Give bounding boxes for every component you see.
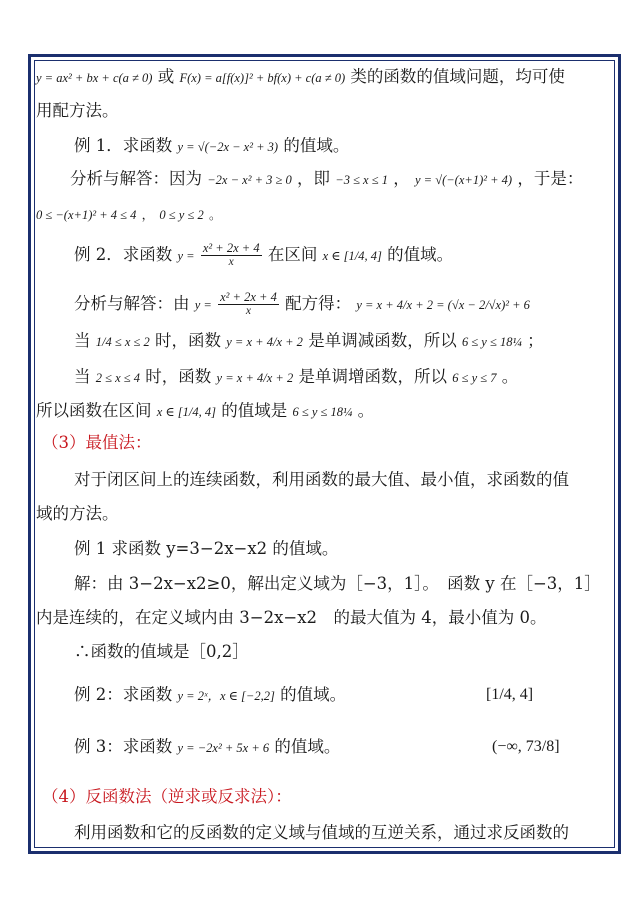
example2-case1 — [74, 330, 544, 353]
denominator: x — [245, 305, 252, 317]
example2-label: 例 2．求函数 — [74, 245, 173, 264]
conclusion-result: 6 ≤ y ≤ 18¼ — [292, 405, 353, 419]
condition-1: −2x − x² + 3 ≥ 0 — [207, 173, 292, 187]
denominator: x — [228, 256, 234, 268]
example2-question — [74, 240, 453, 271]
fraction — [201, 242, 262, 269]
formula-lhs: y = — [177, 249, 195, 263]
section3-desc-2: 域的方法。 — [36, 504, 119, 523]
example2-analysis — [74, 288, 530, 321]
case-function: y = x + 4/x + 2 — [216, 371, 294, 385]
completed-square: y = x + 4/x + 2 = (√x − 2/√x)² + 6 — [356, 298, 530, 312]
numerator: x² + 2x + 4 — [220, 290, 277, 304]
intro-line-2: 用配方法。 — [36, 101, 119, 120]
section3-solution-3: ∴函数的值域是［0,2］ — [74, 642, 249, 661]
formula-quadratic: y = ax² + bx + c(a ≠ 0) — [36, 71, 153, 85]
case-result: 6 ≤ y ≤ 18¼ — [461, 335, 522, 349]
example2-case2 — [74, 366, 518, 389]
text-then: ，于是： — [517, 169, 584, 188]
case-end: ； — [527, 331, 544, 350]
interval-label: 在区间 — [267, 245, 318, 264]
conclusion-prefix: 所以函数在区间 — [36, 401, 152, 420]
conclusion-mid: 的值域是 — [221, 401, 288, 420]
text-or: 或 — [157, 67, 175, 86]
conclusion-end: 。 — [357, 401, 375, 420]
example1-suffix: 的值域。 — [283, 136, 350, 155]
section4-desc-1: 利用函数和它的反函数的定义域与值域的互逆关系，通过求反函数的 — [74, 823, 569, 842]
section3-desc-1: 对于闭区间上的连续函数，利用函数的最大值、最小值，求函数的值 — [74, 470, 569, 489]
numerator: x² + 2x + 4 — [202, 241, 260, 255]
example3-suffix: 的值域。 — [274, 737, 341, 756]
formula-lhs: y = — [194, 298, 212, 312]
condition-3: y = √(−(x+1)² + 4) — [414, 173, 513, 187]
case-end: 。 — [501, 367, 519, 386]
section3-solution-2: 内是连续的，在定义域内由 3−2x−x2 的最大值为 4，最小值为 0。 — [36, 608, 547, 627]
analysis-label: 分析与解答：由 — [74, 294, 190, 313]
result-2: 0 ≤ y ≤ 2 — [159, 208, 204, 222]
conclusion-interval: x ∈ [1/4, 4] — [156, 405, 217, 419]
case-prefix: 当 — [74, 367, 91, 386]
section3-example3-answer: (−∞, 73/8] — [492, 738, 560, 755]
section3-heading: （3）最值法： — [42, 433, 152, 452]
section3-example2 — [74, 684, 346, 707]
case-mid: 时，函数 — [155, 331, 221, 350]
intro-line-1 — [36, 66, 565, 89]
example2-formula: y = 2ˣ，x ∈ [−2,2] — [177, 689, 275, 703]
section3-solution-1: 解：由 3−2x−x2≥0，解出定义域为［−3，1］。 函数 y 在［−3，1］ — [74, 574, 601, 593]
example1-analysis — [70, 168, 583, 191]
example2-suffix: 的值域。 — [387, 245, 454, 264]
fraction — [218, 291, 279, 318]
text-period: 。 — [208, 208, 222, 222]
section3-example3 — [74, 736, 340, 759]
section4-heading: （4）反函数法（逆求或反求法）： — [42, 787, 292, 806]
interval: x ∈ [1/4, 4] — [322, 249, 382, 263]
intro-text: 类的函数的值域问题，均可使 — [350, 67, 565, 86]
result-1: 0 ≤ −(x+1)² + 4 ≤ 4 — [36, 208, 137, 222]
example3-label: 例 3：求函数 — [74, 737, 173, 756]
case-function: y = x + 4/x + 2 — [226, 335, 303, 349]
case-condition: 2 ≤ x ≤ 4 — [95, 371, 141, 385]
example2-suffix: 的值域。 — [280, 685, 347, 704]
example2-conclusion — [36, 400, 374, 423]
section3-example1: 例 1 求函数 y=3−2x−x2 的值域。 — [74, 539, 339, 558]
example1-question — [74, 135, 349, 158]
case-prefix: 当 — [74, 331, 91, 350]
text-comma: ， — [393, 169, 410, 188]
section3-example2-answer: [1/4, 4] — [486, 686, 534, 703]
case-condition: 1/4 ≤ x ≤ 2 — [95, 335, 150, 349]
case-description: 是单调增函数，所以 — [298, 367, 447, 386]
example2-label: 例 2：求函数 — [74, 685, 173, 704]
example1-result: 0 ≤ −(x+1)² + 4 ≤ 4 ， 0 ≤ y ≤ 2 。 — [36, 208, 222, 222]
condition-2: −3 ≤ x ≤ 1 — [335, 173, 388, 187]
example3-formula: y = −2x² + 5x + 6 — [177, 741, 270, 755]
case-result: 6 ≤ y ≤ 7 — [452, 371, 497, 385]
example1-label: 例 1．求函数 — [74, 136, 173, 155]
analysis-label: 分析与解答：因为 — [70, 169, 202, 188]
case-description: 是单调减函数，所以 — [308, 331, 457, 350]
complete-label: 配方得： — [285, 294, 352, 313]
example1-formula: y = √(−2x − x² + 3) — [177, 140, 279, 154]
text-ji: ，即 — [297, 169, 331, 188]
formula-composite: F(x) = a[f(x)]² + bf(x) + c(a ≠ 0) — [179, 71, 346, 85]
case-mid: 时，函数 — [145, 367, 212, 386]
